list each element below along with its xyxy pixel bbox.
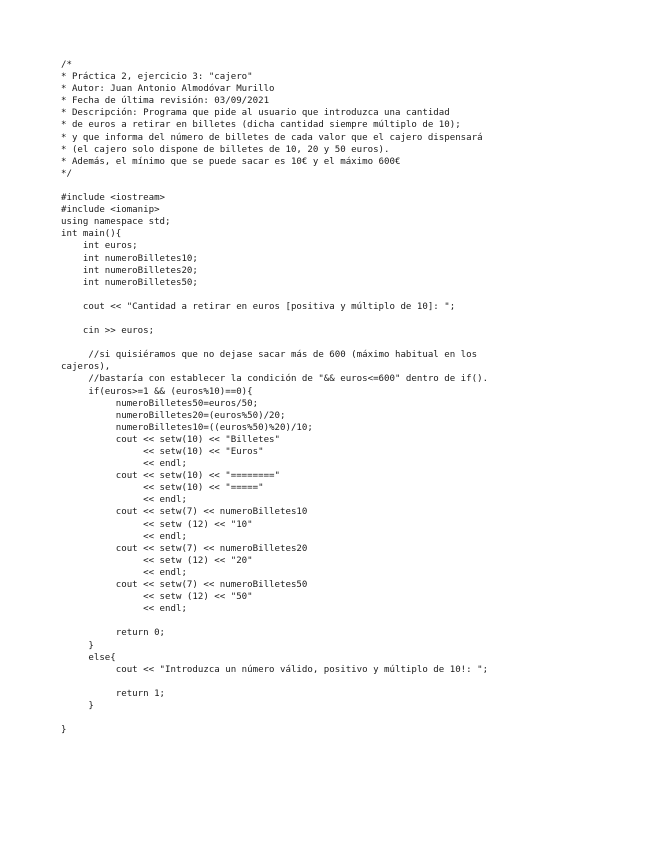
code-line: << setw(10) << "Euros" (61, 447, 264, 457)
code-line (61, 712, 641, 724)
code-line: int numeroBilletes20; (61, 265, 198, 276)
code-line: cin >> euros; (61, 326, 155, 337)
code-line (61, 180, 641, 192)
code-line: cout << setw(7) << numeroBilletes10 (61, 507, 308, 518)
code-line: << endl; (61, 531, 187, 542)
code-line: << setw(10) << "=====" (61, 483, 264, 494)
code-line: using namespace std; (61, 217, 171, 228)
code-line: int numeroBilletes10; (61, 253, 198, 264)
code-line: << endl; (61, 495, 187, 506)
code-line: return 1; (61, 688, 166, 699)
code-line (61, 676, 641, 688)
code-line: * y que informa del número de billetes de cada valor que el cajero dispensará (61, 132, 483, 143)
code-line: numeroBilletes10=((euros%50)%20)/10; (61, 422, 313, 433)
code-line: #include <iomanip> (61, 205, 160, 216)
code-line: cajeros), (61, 362, 111, 373)
code-line: << endl; (61, 567, 187, 578)
code-line: } (61, 725, 67, 736)
code-line: << endl; (61, 604, 187, 615)
source-code-block (61, 59, 641, 736)
code-line: * (el cajero solo dispone de billetes de 10, 20 y 50 euros). (61, 144, 390, 155)
code-line: cout << "Cantidad a retirar en euros [positiva y múltiplo de 10]: "; (61, 301, 456, 312)
code-line: * Además, el mínimo que se puede sacar es 10€ y el máximo 600€ (61, 156, 401, 167)
code-line: << setw (12) << "20" (61, 555, 253, 566)
code-line: cout << setw(10) << "========" (61, 471, 280, 482)
code-line: cout << "Introduzca un número válido, positivo y múltiplo de 10!: "; (61, 664, 489, 675)
code-line: */ (61, 168, 72, 179)
code-line: int numeroBilletes50; (61, 277, 198, 288)
code-line: << endl; (61, 459, 187, 470)
code-line (61, 289, 641, 301)
code-line: cout << setw(10) << "Billetes" (61, 434, 280, 445)
code-line: int euros; (61, 241, 138, 252)
code-line: * Fecha de última revisión: 03/09/2021 (61, 96, 270, 107)
code-line: return 0; (61, 628, 166, 639)
code-line: * Descripción: Programa que pide al usuario que introduzca una cantidad (61, 108, 450, 119)
code-line: * de euros a retirar en billetes (dicha cantidad siempre múltiplo de 10); (61, 120, 461, 131)
code-line (61, 313, 641, 325)
code-line: } (61, 640, 94, 651)
code-line: << setw (12) << "50" (61, 592, 253, 603)
code-line: if(euros>=1 && (euros%10)==0){ (61, 386, 253, 397)
code-line: cout << setw(7) << numeroBilletes20 (61, 543, 308, 554)
code-line: numeroBilletes50=euros/50; (61, 398, 259, 409)
code-line: << setw (12) << "10" (61, 519, 253, 530)
code-line: cout << setw(7) << numeroBilletes50 (61, 580, 308, 591)
code-line: * Autor: Juan Antonio Almodóvar Murillo (61, 84, 275, 95)
code-line: //bastaría con establecer la condición de "&& euros<=600" dentro de if(). (61, 374, 489, 385)
code-line (61, 337, 641, 349)
code-line: numeroBilletes20=(euros%50)/20; (61, 410, 286, 421)
code-line: } (61, 700, 94, 711)
code-line: /* (61, 60, 72, 70)
code-line: #include <iostream> (61, 193, 166, 204)
code-line (61, 615, 641, 627)
code-line: //si quisiéramos que no dejase sacar más de 600 (máximo habitual en los (61, 350, 478, 361)
code-line: int main(){ (61, 229, 122, 240)
code-line: else{ (61, 652, 116, 663)
code-line: * Práctica 2, ejercicio 3: "cajero" (61, 72, 253, 83)
